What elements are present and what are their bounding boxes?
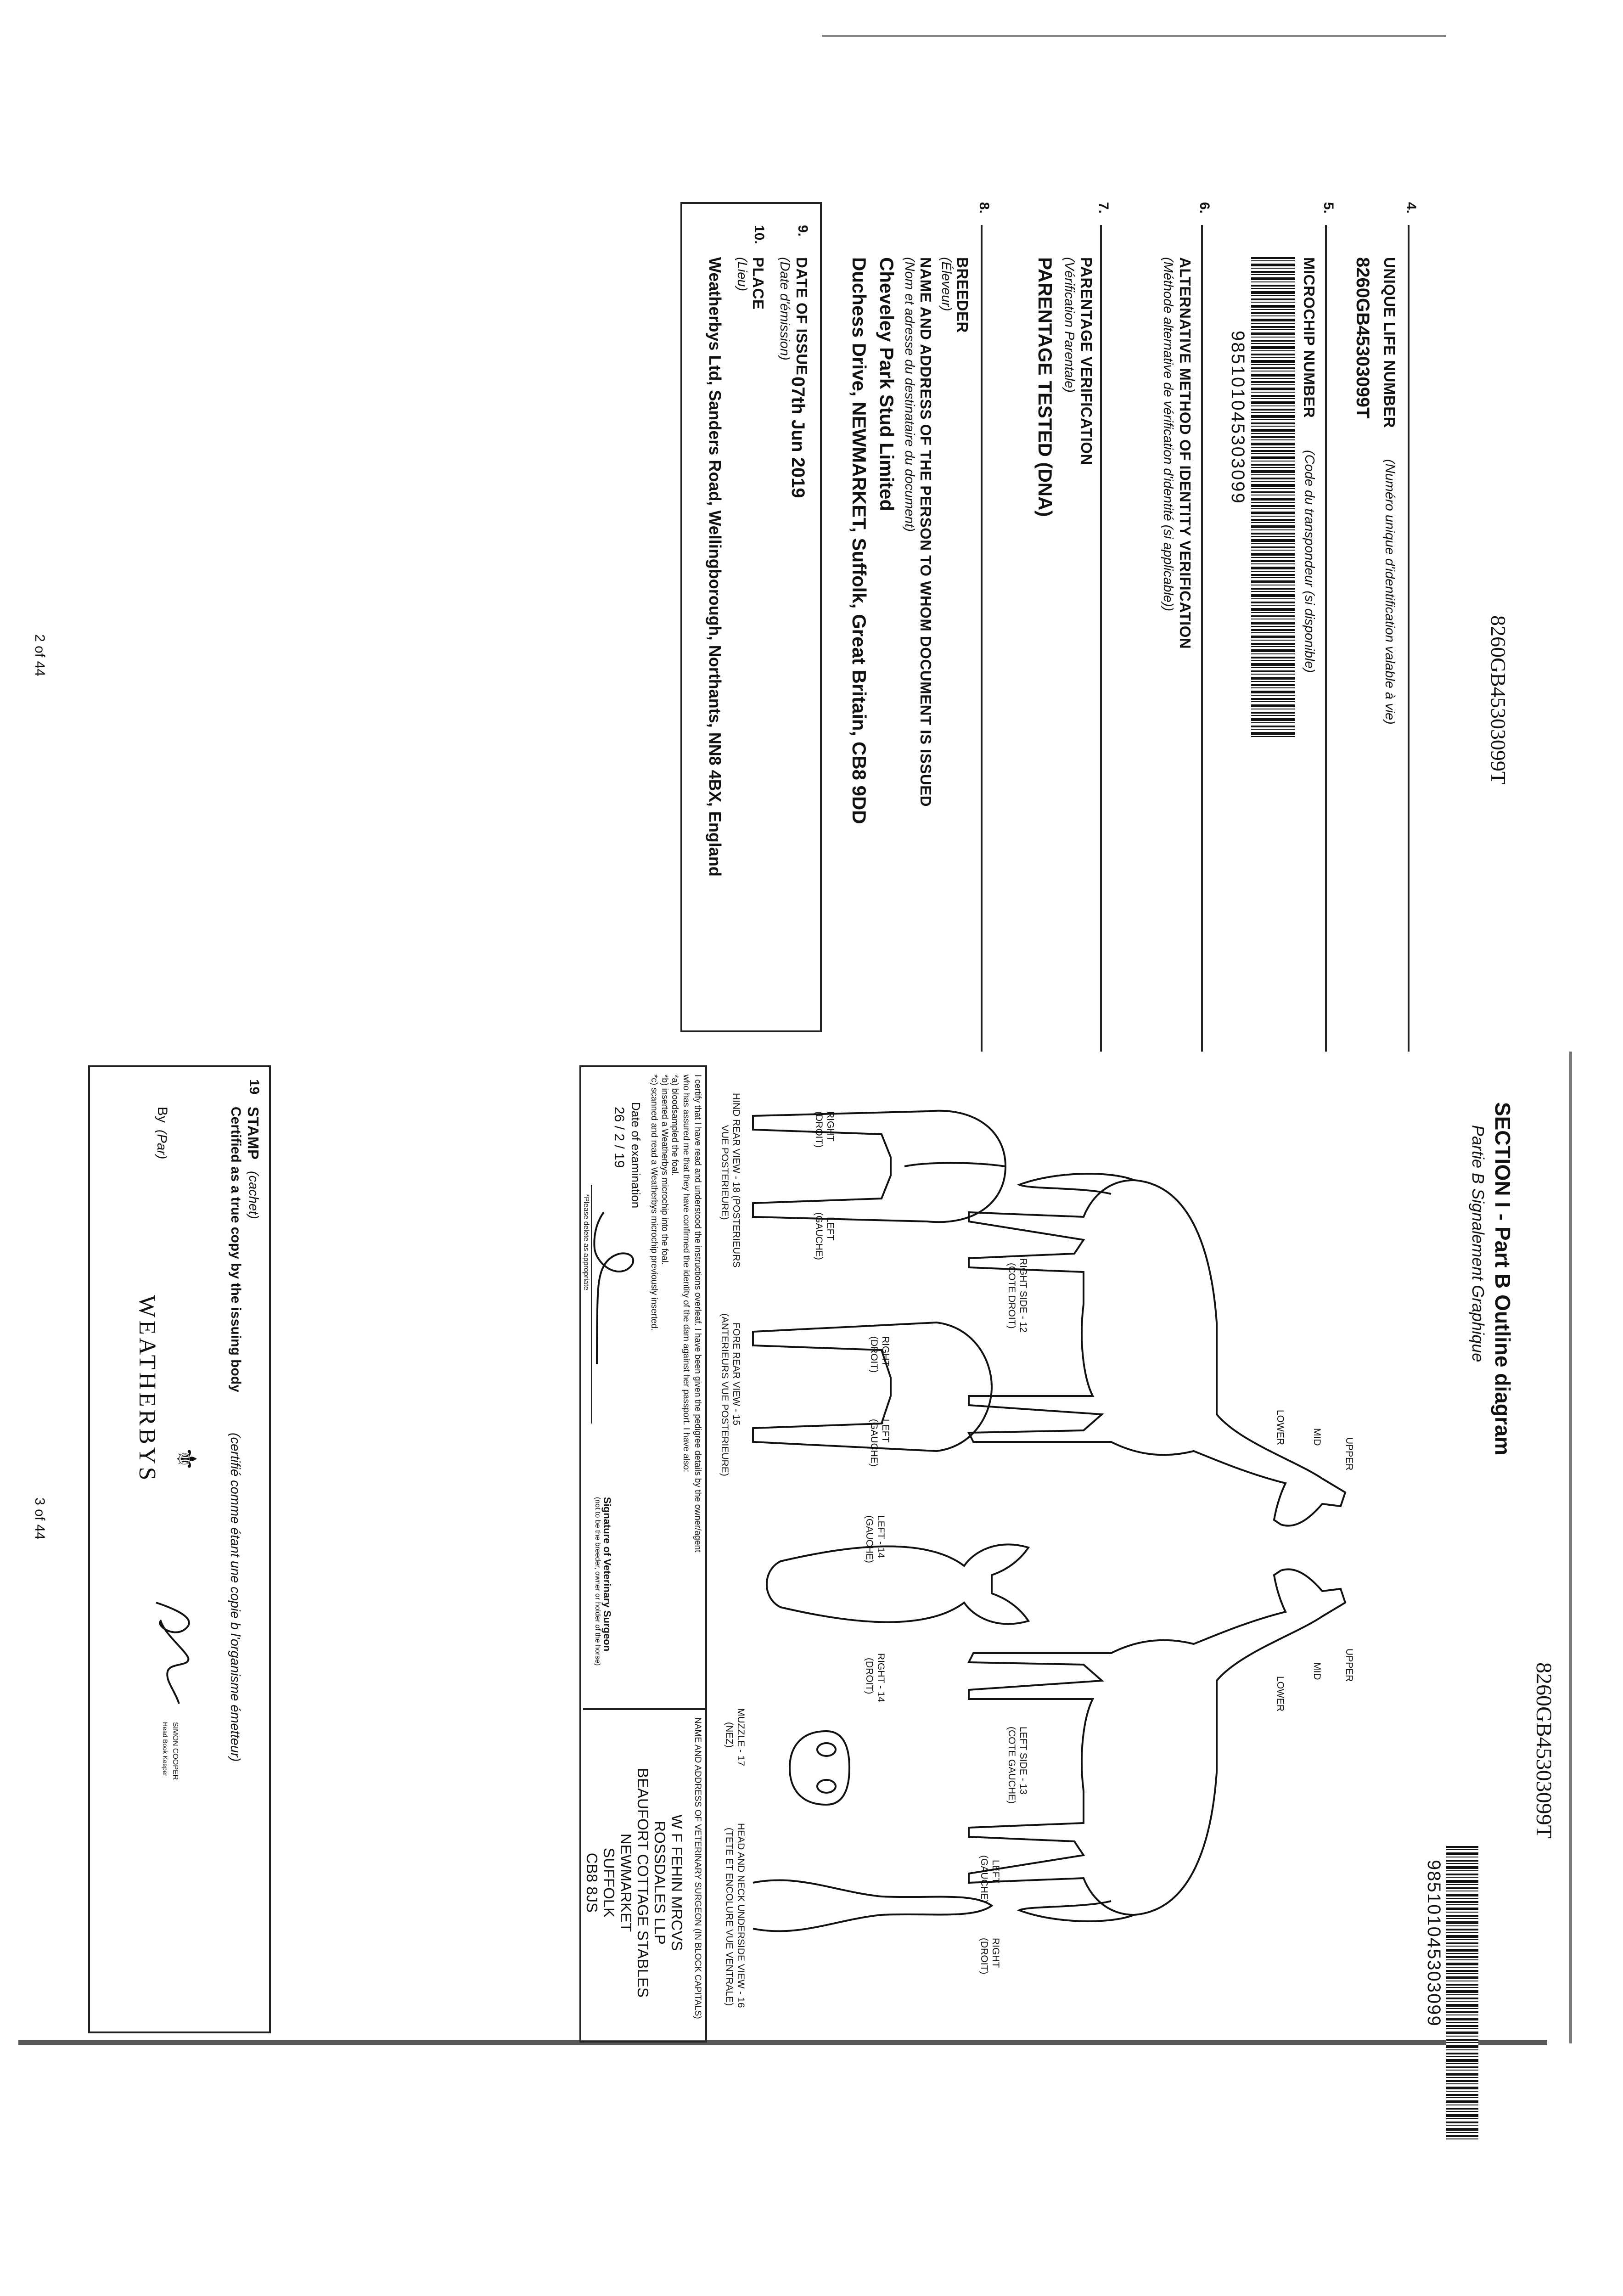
label-lower-left: LOWER	[1275, 1676, 1286, 1712]
label-left-side-fr: (COTE GAUCHE)	[1006, 1727, 1017, 1804]
vet-signature-line	[591, 1185, 592, 1424]
head-neck-caption: HEAD AND NECK UNDERSIDE VIEW - 16	[736, 1823, 746, 2008]
vet-practice: ROSSDALES LLP	[651, 1821, 668, 1945]
label-right-side-fr: (COTE DROIT)	[1006, 1263, 1017, 1329]
date-of-examination-label: Date of examination	[629, 1102, 643, 1209]
cert-line-2: who has assured me that they have confirmed the identity of the dam against her passport. I have also:	[681, 1075, 691, 1473]
vet-address-2: NEWMARKET	[618, 1833, 635, 1932]
neck-label-left: LEFT	[990, 1860, 1001, 1884]
unique-life-number: 8260GB45303099T	[1353, 257, 1373, 419]
head-neck-caption-fr: (TETE ET ENCOLURE VUE VENTRALE)	[724, 1828, 735, 2006]
muzzle-outline	[790, 1731, 849, 1805]
hind-label-right-fr: (DROIT)	[814, 1111, 824, 1148]
fore-label-right: RIGHT	[880, 1336, 891, 1367]
lower-header-id: 8260GB45303099T	[1532, 1662, 1556, 1839]
field-6-number: 6.	[1197, 202, 1212, 214]
field-8-label-fr: (Éleveur)	[939, 257, 954, 311]
vet-postcode: CB8 8JS	[584, 1852, 601, 1913]
horse-right-side-outline	[969, 1174, 1345, 1526]
parentage-value: PARENTAGE TESTED (DNA)	[1034, 257, 1056, 517]
vet-name: W F FEHIN MRCVS	[668, 1814, 685, 1951]
field-9-number: 9.	[795, 225, 810, 237]
cert-line-4: *b) inserted a Weatherbys microchip into the foal.	[660, 1075, 669, 1265]
horse-outline-diagrams	[744, 1065, 1432, 2057]
field-10-label-fr: (Lieu)	[735, 257, 749, 292]
field-4-label: UNIQUE LIFE NUMBER	[1381, 257, 1398, 428]
label-upper-left: UPPER	[1344, 1649, 1354, 1682]
breeder-name: Cheveley Park Stud Limited	[876, 257, 898, 512]
fore-rear-caption: FORE REAR VIEW - 15	[731, 1322, 741, 1426]
weatherbys-logo-text: WEATHERBYS	[134, 1295, 160, 1483]
hind-rear-view-outline	[753, 1111, 1005, 1222]
field-8-number: 8.	[977, 202, 992, 214]
neck-label-left-fr: (GAUCHE)	[979, 1855, 989, 1903]
upper-header-id: 8260GB45303099T	[1487, 615, 1510, 784]
folio-lower: 3 of 44	[32, 1497, 47, 1540]
stamp-signature-scribble	[138, 1593, 211, 1713]
cert-line-1: I certify that I have read and understood the instructions overleaf. I have been given the pedigree details by the owner/agent	[693, 1075, 702, 1553]
cert-line-3: *a) bloodsampled the foal.	[670, 1075, 680, 1176]
field-4-rule	[1408, 225, 1410, 1052]
delete-note: *Please delete as appropriate	[582, 1194, 590, 1290]
face-label-right14: RIGHT - 14	[876, 1653, 886, 1702]
section-subtitle: Partie B Signalement Graphique	[1469, 1125, 1488, 1362]
fore-label-left-fr: (GAUCHE)	[869, 1419, 879, 1467]
stamp-by-fr: (Par)	[154, 1130, 169, 1159]
stamp-border	[88, 1065, 271, 2033]
field-8-label: BREEDER	[954, 257, 971, 333]
diagram-barcode-number: 985101045303099	[1424, 1860, 1444, 2027]
field-5-label-fr: (Code du transpondeur (si disponible)	[1302, 450, 1317, 673]
microchip-barcode	[1251, 257, 1295, 739]
label-right-side: RIGHT SIDE - 12	[1018, 1258, 1028, 1333]
section-title: SECTION I - Part B Outline diagram	[1491, 1102, 1515, 1456]
vet-heading: NAME AND ADDRESS OF VETERINARY SURGEON (IN BLOCK CAPITALS)	[693, 1717, 702, 2019]
field-5-number: 5.	[1321, 202, 1336, 214]
field-10-label: PLACE	[750, 257, 767, 310]
field-5-label: MICROCHIP NUMBER	[1301, 257, 1318, 418]
field-6-label-fr: (Méthode alternative de vérification d'identité (si applicable))	[1161, 257, 1175, 612]
neck-label-right-fr: (DROIT)	[979, 1938, 989, 1975]
field-4-number: 4.	[1404, 202, 1419, 214]
hind-rear-caption-fr: VUE POSTERIEURE)	[719, 1125, 730, 1220]
vet-address-3: SUFFOLK	[601, 1847, 618, 1918]
label-upper-right: UPPER	[1344, 1437, 1354, 1471]
place-of-issue: Weatherbys Ltd, Sanders Road, Wellingborough, Northants, NN8 4BX, England	[706, 257, 724, 877]
folio-upper: 2 of 44	[32, 634, 47, 676]
head-neck-underside-outline	[753, 1880, 992, 1931]
passport-page-identity	[262, 202, 1511, 1052]
field-6-label: ALTERNATIVE METHOD OF IDENTITY VERIFICATION	[1177, 257, 1194, 649]
fore-rear-caption-fr: (ANTERIEURS VUE POSTERIEURE)	[719, 1313, 730, 1476]
neck-label-right: RIGHT	[990, 1938, 1001, 1968]
vet-signature-note: (not to be the breeder, owner or holder of the horse)	[594, 1497, 601, 1666]
field-6-rule	[1201, 225, 1203, 1052]
cert-line-5: *c) scanned and read a Weatherbys microchip previously inserted.	[649, 1075, 659, 1331]
field-8-rule	[981, 225, 983, 1052]
fore-label-left: LEFT	[880, 1419, 891, 1443]
hind-label-left: LEFT	[825, 1217, 836, 1241]
stamp-signer: SIMON COOPER	[171, 1722, 179, 1780]
hind-label-right: RIGHT	[825, 1111, 836, 1142]
label-mid-right: MID	[1312, 1428, 1322, 1446]
date-of-examination-value: 26 / 2 / 19	[612, 1107, 627, 1168]
stamp-box	[78, 1065, 271, 2057]
field-7-label-fr: (Vérification Parentale)	[1062, 257, 1077, 393]
head-front-view-outline	[767, 1545, 1028, 1624]
hind-label-left-fr: (GAUCHE)	[814, 1212, 824, 1260]
field-5-rule	[1325, 225, 1327, 1052]
stamp-label-fr: (cachet)	[246, 1171, 261, 1219]
label-left-side: LEFT SIDE - 13	[1018, 1727, 1028, 1795]
label-mid-left: MID	[1312, 1662, 1322, 1680]
muzzle-caption: MUZZLE - 17	[736, 1708, 746, 1767]
fore-label-right-fr: (DROIT)	[869, 1336, 879, 1373]
field-7-number: 7.	[1096, 202, 1111, 214]
field-10-number: 10.	[752, 225, 767, 244]
field-8-label-2: NAME AND ADDRESS OF THE PERSON TO WHOM DOCUMENT IS ISSUED	[917, 257, 934, 807]
field-4-label-fr: (Numéro unique d'identification valable à vie)	[1382, 459, 1397, 725]
microchip-number: 985101045303099	[1228, 331, 1248, 505]
face-label-right14-fr: (DROIT)	[864, 1658, 875, 1694]
breeder-address: Duchess Drive, NEWMARKET, Suffolk, Great Britain, CB8 9DD	[848, 257, 870, 824]
stamp-certified-fr: (certifié comme étant une copie b l'organisme émetteur)	[228, 1433, 242, 1762]
face-label-left14-fr: (GAUCHE)	[864, 1515, 875, 1563]
field-9-label: DATE OF ISSUE	[793, 257, 810, 376]
diagram-barcode	[1446, 1846, 1478, 2140]
scan-edge-top	[822, 35, 1446, 37]
date-of-issue: 07th Jun 2019	[788, 377, 808, 498]
vet-block-divider	[583, 1708, 707, 1710]
vet-address-1: BEAUFORT COTTAGE STABLES	[635, 1768, 651, 1998]
stamp-signer-title: Head Book Keeper	[162, 1722, 169, 1777]
face-label-left14: LEFT - 14	[876, 1515, 886, 1558]
stamp-number: 19	[247, 1079, 262, 1095]
stamp-certified: Certified as a true copy by the issuing body	[228, 1107, 243, 1392]
label-lower-right: LOWER	[1275, 1410, 1286, 1446]
field-9-label-fr: (Date d'émission)	[777, 257, 792, 360]
field-8-label-2-fr: (Nom et adresse du destinataire du document)	[902, 257, 917, 532]
stamp-label: STAMP	[245, 1107, 262, 1160]
field-7-label: PARENTAGE VERIFICATION	[1078, 257, 1095, 465]
vet-signature-label: Signature of Veterinary Surgeon	[601, 1497, 613, 1652]
weatherbys-crest-icon: ⚜	[171, 1446, 202, 1471]
vet-signature-scribble	[583, 1203, 647, 1378]
stamp-by: By	[155, 1107, 170, 1123]
muzzle-caption-fr: (NEZ)	[724, 1722, 735, 1748]
hind-rear-caption: HIND REAR VIEW - 18 (POSTERIEURS	[731, 1093, 741, 1268]
field-7-rule	[1100, 225, 1102, 1052]
